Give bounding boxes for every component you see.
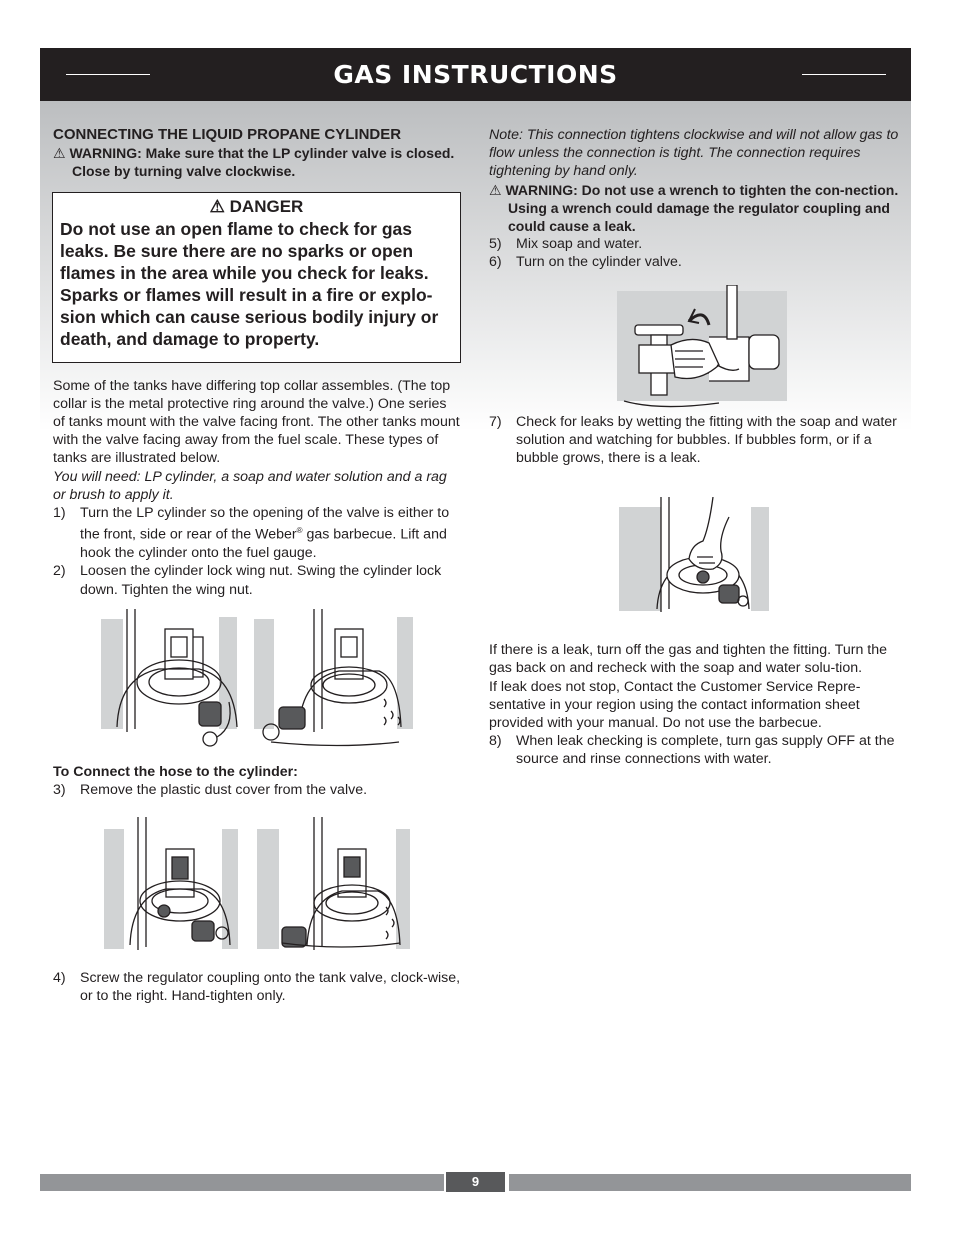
hose-title: To Connect the hose to the cylinder:: [53, 763, 298, 780]
danger-heading: [60, 196, 453, 218]
right-column: [489, 126, 899, 769]
note-paragraph: Note: This connection tightens clockwise and will not allow gas to flow unless the connection is tight. The connection requires tightening by hand only.: [489, 127, 899, 180]
warning-icon: ⚠: [53, 145, 66, 162]
warning-icon: ⚠: [489, 181, 502, 198]
step-5: [489, 235, 899, 253]
intro-paragraph: Some of the tanks have differing top collar assembles. (The top collar is the metal protective ring around the valve.) One series of tanks mount with the valve facing front. The other tanks mount with the valve facing away from the fuel scale. These types of tanks are illustrated below.: [53, 377, 460, 467]
step-1: [53, 504, 461, 562]
step-number: 6): [489, 254, 502, 271]
warning-wrench: [489, 181, 899, 236]
figure-leak-check: [617, 497, 771, 613]
step-number: 5): [489, 236, 502, 253]
footer-bar-right: [509, 1174, 911, 1191]
step-1-text-b: gas barbecue. Lift and hook the cylinder onto the fuel gauge.: [80, 526, 447, 562]
warning-wrench-text: WARNING: Do not use a wrench to tighten the con-nection. Using a wrench could damage the regulator coupling and could cause a leak.: [505, 181, 899, 235]
page-title: GAS INSTRUCTIONS: [333, 60, 618, 89]
step-number: 8): [489, 733, 502, 750]
step-number: 7): [489, 413, 502, 430]
figure-turn-valve: [599, 285, 789, 409]
danger-box: [52, 192, 461, 363]
step-6: [489, 253, 899, 271]
figure-tank-lock: [99, 607, 415, 757]
step-4-text: Screw the regulator coupling onto the tank valve, clock-wise, or to the right. Hand-tighten only.: [80, 970, 461, 1005]
section-title: CONNECTING THE LIQUID PROPANE CYLINDER: [53, 126, 402, 143]
step-number: 3): [53, 781, 66, 798]
step-number: 4): [53, 970, 66, 987]
page-number: 9: [446, 1172, 505, 1192]
page-header: [40, 48, 911, 101]
step-8: [489, 732, 899, 768]
step-1-text-a: Turn the LP cylinder so the opening of the valve is either to the front, side or rear of the Weber: [80, 505, 450, 543]
warning-icon: ⚠: [209, 196, 225, 216]
header-rule-right: [802, 74, 886, 75]
danger-title: DANGER: [229, 196, 304, 216]
step-3-text: Remove the plastic dust cover from the valve.: [80, 781, 368, 798]
step-7: [489, 413, 899, 468]
step-4: [53, 969, 461, 1005]
footer-bar-left: [40, 1174, 444, 1191]
leak-paragraph-2: If leak does not stop, Contact the Customer Service Repre-sentative in your region using the contact information sheet provided with your manual. Do not use the barbecue.: [489, 678, 861, 732]
step-number: 2): [53, 563, 66, 580]
step-8-text: When leak checking is complete, turn gas supply OFF at the source and rinse connections with water.: [516, 733, 895, 768]
warning-valve-text: WARNING: Make sure that the LP cylinder valve is closed. Close by turning valve clockwise.: [69, 145, 455, 180]
step-2: [53, 562, 461, 598]
step-2-text: Loosen the cylinder lock wing nut. Swing the cylinder lock down. Tighten the wing nut.: [80, 563, 442, 598]
danger-text: Do not use an open flame to check for gas leaks. Be sure there are no sparks or open flames in the area while you check for leaks. Sparks or flames will result in a fire or explo-sion which can cause serious bodily injury or death, and damage to property.: [60, 218, 439, 349]
warning-valve: [53, 144, 461, 180]
figure-dust-cover: [102, 815, 412, 955]
step-3: [53, 781, 461, 799]
leak-paragraph-1: If there is a leak, turn off the gas and tighten the fitting. Turn the gas back on and recheck with the soap and water solu-tion.: [489, 642, 888, 677]
step-5-text: Mix soap and water.: [516, 236, 643, 253]
step-number: 1): [53, 505, 66, 522]
registered-mark: ®: [296, 526, 303, 536]
you-will-need: You will need: LP cylinder, a soap and water solution and a rag or brush to apply it.: [53, 468, 447, 503]
step-7-text: Check for leaks by wetting the fitting with the soap and water solution and watching for bubbles. If bubbles form, or if a bubble grows, there is a leak.: [516, 413, 897, 467]
left-column: [53, 126, 461, 1006]
step-6-text: Turn on the cylinder valve.: [516, 254, 682, 271]
